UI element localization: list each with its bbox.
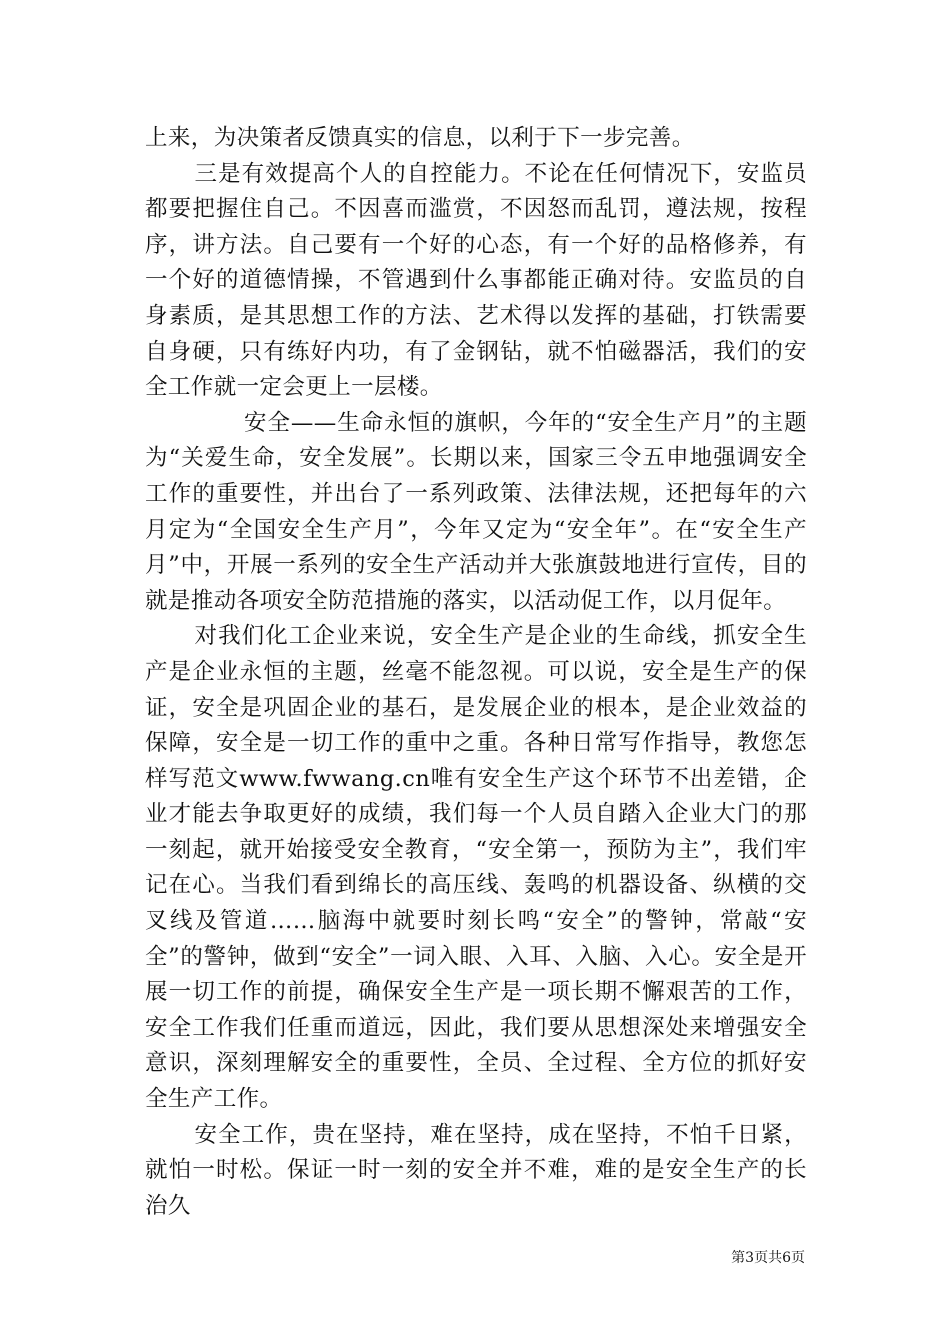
- paragraph-self-control: 三是有效提高个人的自控能力。不论在任何情况下，安监员都要把握住自己。不因喜而滥赏，不因怒而乱罚，遵法规，按程序，讲方法。自己要有一个好的心态，有一个好的品格修养，有一个好的道德情操，不管遇到什么事都能正确对待。安监员的自身素质，是其思想工作的方法、艺术得以发挥的基础，打铁需要自身硬，只有练好内功，有了金钢钻，就不怕磁器活，我们的安全工作就一定会更上一层楼。: [145, 160, 807, 401]
- document-body: [145, 121, 807, 1224]
- paragraph-continuation: 上来，为决策者反馈真实的信息，以利于下一步完善。: [145, 125, 695, 151]
- paragraph-chemical-enterprise: 对我们化工企业来说，安全生产是企业的生命线，抓安全生产是企业永恒的主题，丝毫不能忽视。可以说，安全是生产的保证，安全是巩固企业的基石，是发展企业的根本，是企业效益的保障，安全是一切工作的重中之重。各种日常写作指导，教您怎样写范文www.fwwang.cn唯有安全生产这个环节不出差错，企业才能去争取更好的成绩，我们每一个人员自踏入企业大门的那一刻起，就开始接受安全教育，“安全第一，预防为主”，我们牢记在心。当我们看到绵长的高压线、轰鸣的机器设备、纵横的交叉线及管道……脑海中就要时刻长鸣“安全”的警钟，常敲“安全”的警钟，做到“安全”一词入眼、入耳、入脑、入心。安全是开展一切工作的前提，确保安全生产是一项长期不懈艰苦的工作，安全工作我们任重而道远，因此，我们要从思想深处来增强安全意识，深刻理解安全的重要性，全员、全过程、全方位的抓好安全生产工作。: [145, 623, 807, 1113]
- page-number-footer: 第3页共6页: [731, 1250, 805, 1266]
- paragraph-persistence: 安全工作，贵在坚持，难在坚持，成在坚持，不怕千日紧，就怕一时松。保证一时一刻的安全并不难，难的是安全生产的长治久: [145, 1121, 807, 1219]
- paragraph-safety-month: 安全——生命永恒的旗帜，今年的“安全生产月”的主题为“关爱生命，安全发展”。长期以来，国家三令五申地强调安全工作的重要性，并出台了一系列政策、法律法规，还把每年的六月定为“全国安全生产月”，今年又定为“安全年”。在“安全生产月”中，开展一系列的安全生产活动并大张旗鼓地进行宣传，目的就是推动各项安全防范措施的落实，以活动促工作，以月促年。: [145, 409, 807, 614]
